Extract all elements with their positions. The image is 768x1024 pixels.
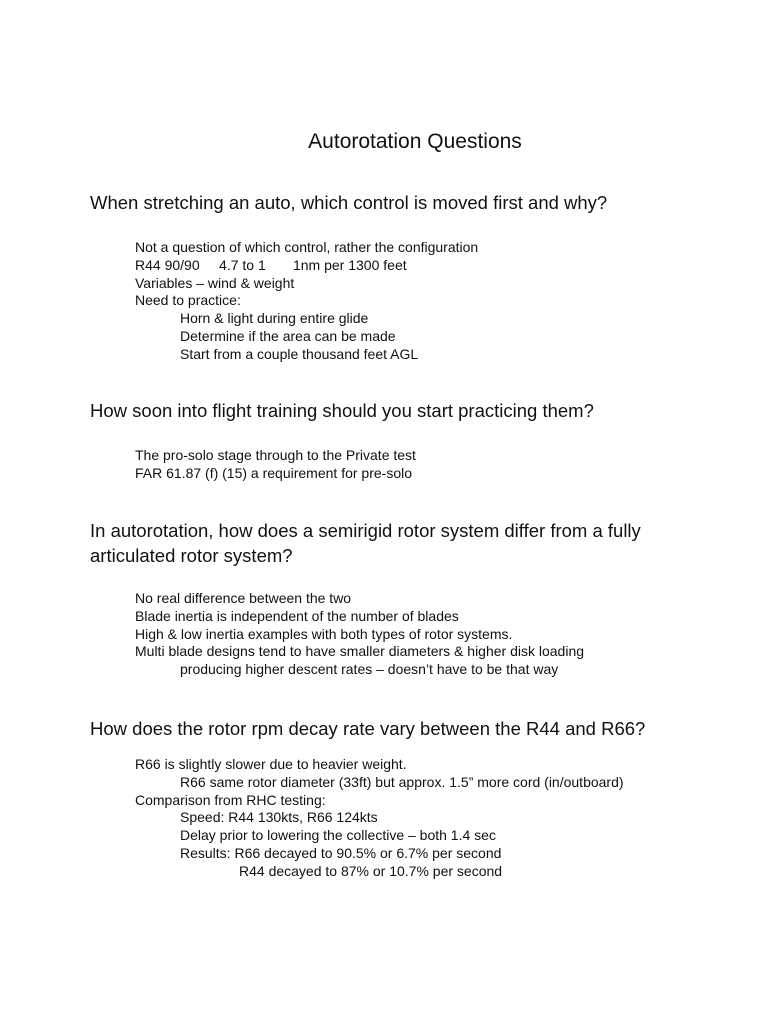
answer-line: Need to practice:: [135, 292, 241, 309]
answer-line: Results: R66 decayed to 90.5% or 6.7% per second: [180, 844, 502, 861]
question-1: When stretching an auto, which control is moved first and why?: [90, 192, 608, 213]
answer-line: Comparison from RHC testing:: [135, 791, 326, 808]
page-title: Autorotation Questions: [308, 130, 522, 153]
answer-line: The pro-solo stage through to the Private test: [135, 447, 416, 463]
answer-line: FAR 61.87 (f) (15) a requirement for pre-solo: [135, 464, 413, 481]
answer-line: R66 same rotor diameter (33ft) but approx. 1.5” more cord (in/outboard): [180, 773, 624, 790]
answer-line: Blade inertia is independent of the number of blades: [135, 607, 459, 624]
answers-3: [135, 590, 735, 679]
answer-line: R66 is slightly slower due to heavier weight.: [135, 756, 407, 772]
answer-line: Multi blade designs tend to have smaller diameters & higher disk loading: [135, 643, 585, 660]
answers-1: [135, 239, 735, 364]
answer-line: High & low inertia examples with both types of rotor systems.: [135, 625, 513, 642]
question-2: How soon into flight training should you start practicing them?: [90, 400, 594, 421]
answer-line: Start from a couple thousand feet AGL: [180, 345, 419, 362]
answer-line: No real difference between the two: [135, 590, 352, 606]
answer-line: Determine if the area can be made: [180, 327, 396, 344]
answer-line: R44 decayed to 87% or 10.7% per second: [239, 862, 503, 879]
answer-line: Variables – wind & weight: [135, 274, 295, 291]
answer-line: R44 90/90 4.7 to 1 1nm per 1300 feet: [135, 256, 407, 273]
answer-line: Horn & light during entire glide: [180, 310, 369, 327]
question-4: How does the rotor rpm decay rate vary between the R44 and R66?: [90, 718, 646, 739]
answer-line: Not a question of which control, rather the configuration: [135, 239, 479, 255]
question-3: In autorotation, how does a semirigid rotor system differ from a fully articulated rotor system?: [90, 520, 641, 566]
answer-line: producing higher descent rates – doesn’t have to be that way: [180, 661, 559, 678]
answer-line: Delay prior to lowering the collective – both 1.4 sec: [180, 827, 496, 844]
answers-2: [135, 447, 735, 483]
answer-line: Speed: R44 130kts, R66 124kts: [180, 809, 378, 826]
answers-4: [135, 756, 735, 881]
